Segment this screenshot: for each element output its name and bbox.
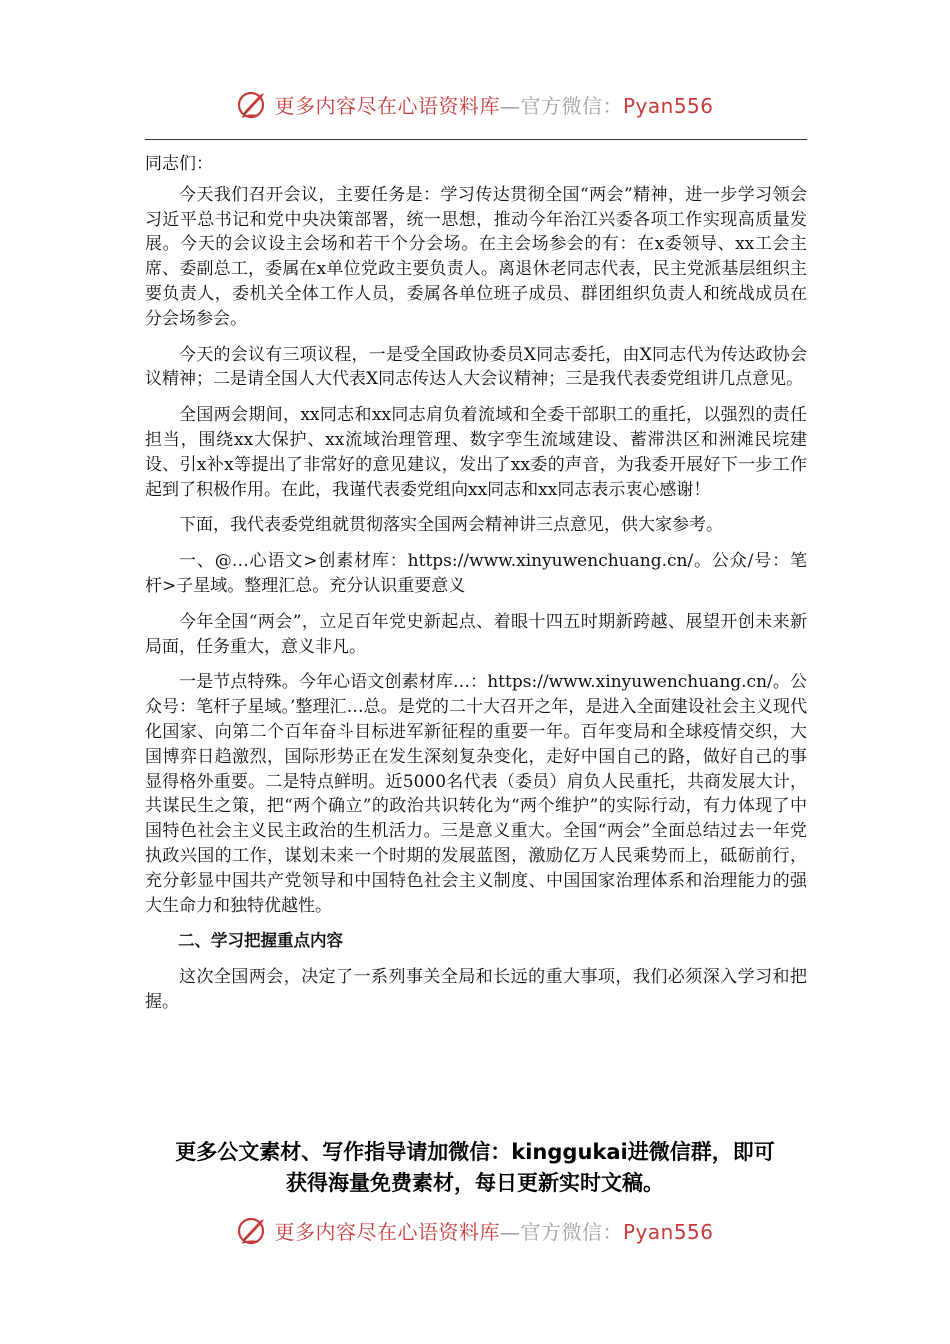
paragraph-4: 下面，我代表委党组就贯彻落实全国两会精神讲三点意见，供大家参考。 xyxy=(179,515,723,536)
paragraph-5-section-1-heading: 一、@…心语文>创素材库：https://www.xinyuwenchuang.cn/。公众/号：笔杆>子星域。整理汇总。充分认识重要意义 xyxy=(145,551,807,596)
footer-banner-main: 更多内容尽在心语资料库 xyxy=(274,1219,500,1244)
footer-wechat-id: Pyan556 xyxy=(622,1219,714,1244)
promo-line-1: 更多公文素材、写作指导请加微信：kinggukai进微信群，即可 xyxy=(175,1140,775,1164)
paragraph-6: 今年全国“两会”，立足百年党史新起点、着眼十四五时期新跨越、展望开创未来新局面，任务重大，意义非凡。 xyxy=(145,611,807,657)
paragraph-7: 一是节点特殊。今年心语文创素材库…：https://www.xinyuwenchuang.cn/。公众号：笔杆子星域。’整理汇…总。是党的二十大召开之年，是进入全面建设社会主义现代化国家、向第二个百年奋斗目标进军新征程的重要一年。百年变局和全球疫情交织，大国博弈日趋激烈，国际形势正在发生深刻复杂变化，走好中国自己的路，做好自己的事显得格外重要。二是特点鲜明。近5000名代表（委员）肩负人民重托，共商发展大计，共谋民生之策，把“两个确立”的政治共识转化为“两个维护”的实际行动，有力体现了中国特色社会主义民主政治的生机活力。三是意义重大。全国“两会”全面总结过去一年党执政兴国的工作，谋划未来一个时期的发展蓝图，激励亿万人民乘势而上，砥砺前行，充分彰显中国共产党领导和中国特色社会主义制度、中国国家治理体系和治理能力的强大生命力和独特优越性。 xyxy=(145,672,807,916)
paragraph-1: 今天我们召开会议，主要任务是：学习传达贯彻全国“两会”精神，进一步学习领会习近平总书记和党中央决策部署，统一思想，推动今年治江兴委各项工作实现高质量发展。今天的会议设主会场和若干个分会场。在主会场参会的有：在x委领导、xx工会主席、委副总工，委属在x单位党政主要负责人。离退休老同志代表，民主党派基层组织主要负责人，委机关全体工作人员，委属各单位班子成员、群团组织负责人和统战成员在分会场参会。 xyxy=(145,184,807,329)
pen-logo-icon xyxy=(236,1213,270,1247)
header-wechat-id: Pyan556 xyxy=(622,93,714,118)
paragraph-3: 全国两会期间，xx同志和xx同志肩负着流域和全委干部职工的重托，以强烈的责任担当，围绕xx大保护、xx流域治理管理、数字孪生流域建设、蓄滞洪区和洲滩民垸建设、引x补x等提出了非常好的意见建议，发出了xx委的声音，为我委开展好下一步工作起到了积极作用。在此，我谨代表委党组向xx同志和xx同志表示衷心感谢！ xyxy=(145,405,807,500)
paragraph-last: 这次全国两会，决定了一系列事关全局和长远的重大事项，我们必须深入学习和把握。 xyxy=(145,967,807,1012)
footer-banner-text xyxy=(274,1216,713,1245)
pen-logo-icon xyxy=(236,87,270,121)
header-banner-official: 官方微信： xyxy=(520,93,623,118)
promo-block xyxy=(100,1137,850,1199)
promo-line-2: 获得海量免费素材，每日更新实时文稿。 xyxy=(286,1171,664,1195)
header-banner xyxy=(0,82,950,126)
header-banner-dash: — xyxy=(499,93,521,118)
document-body xyxy=(145,152,807,1026)
footer-banner-official: 官方微信： xyxy=(520,1219,623,1244)
header-divider xyxy=(145,139,807,140)
paragraph-2: 今天的会议有三项议程，一是受全国政协委员X同志委托，由X同志代为传达政协会议精神；二是请全国人大代表X同志传达人大会议精神；三是我代表委党组讲几点意见。 xyxy=(145,344,807,390)
header-banner-text xyxy=(274,90,713,119)
salutation: 同志们： xyxy=(145,154,213,174)
section-2-heading: 二、学习把握重点内容 xyxy=(178,931,343,951)
header-banner-main: 更多内容尽在心语资料库 xyxy=(274,93,500,118)
footer-banner xyxy=(0,1208,950,1252)
footer-banner-dash: — xyxy=(499,1219,521,1244)
